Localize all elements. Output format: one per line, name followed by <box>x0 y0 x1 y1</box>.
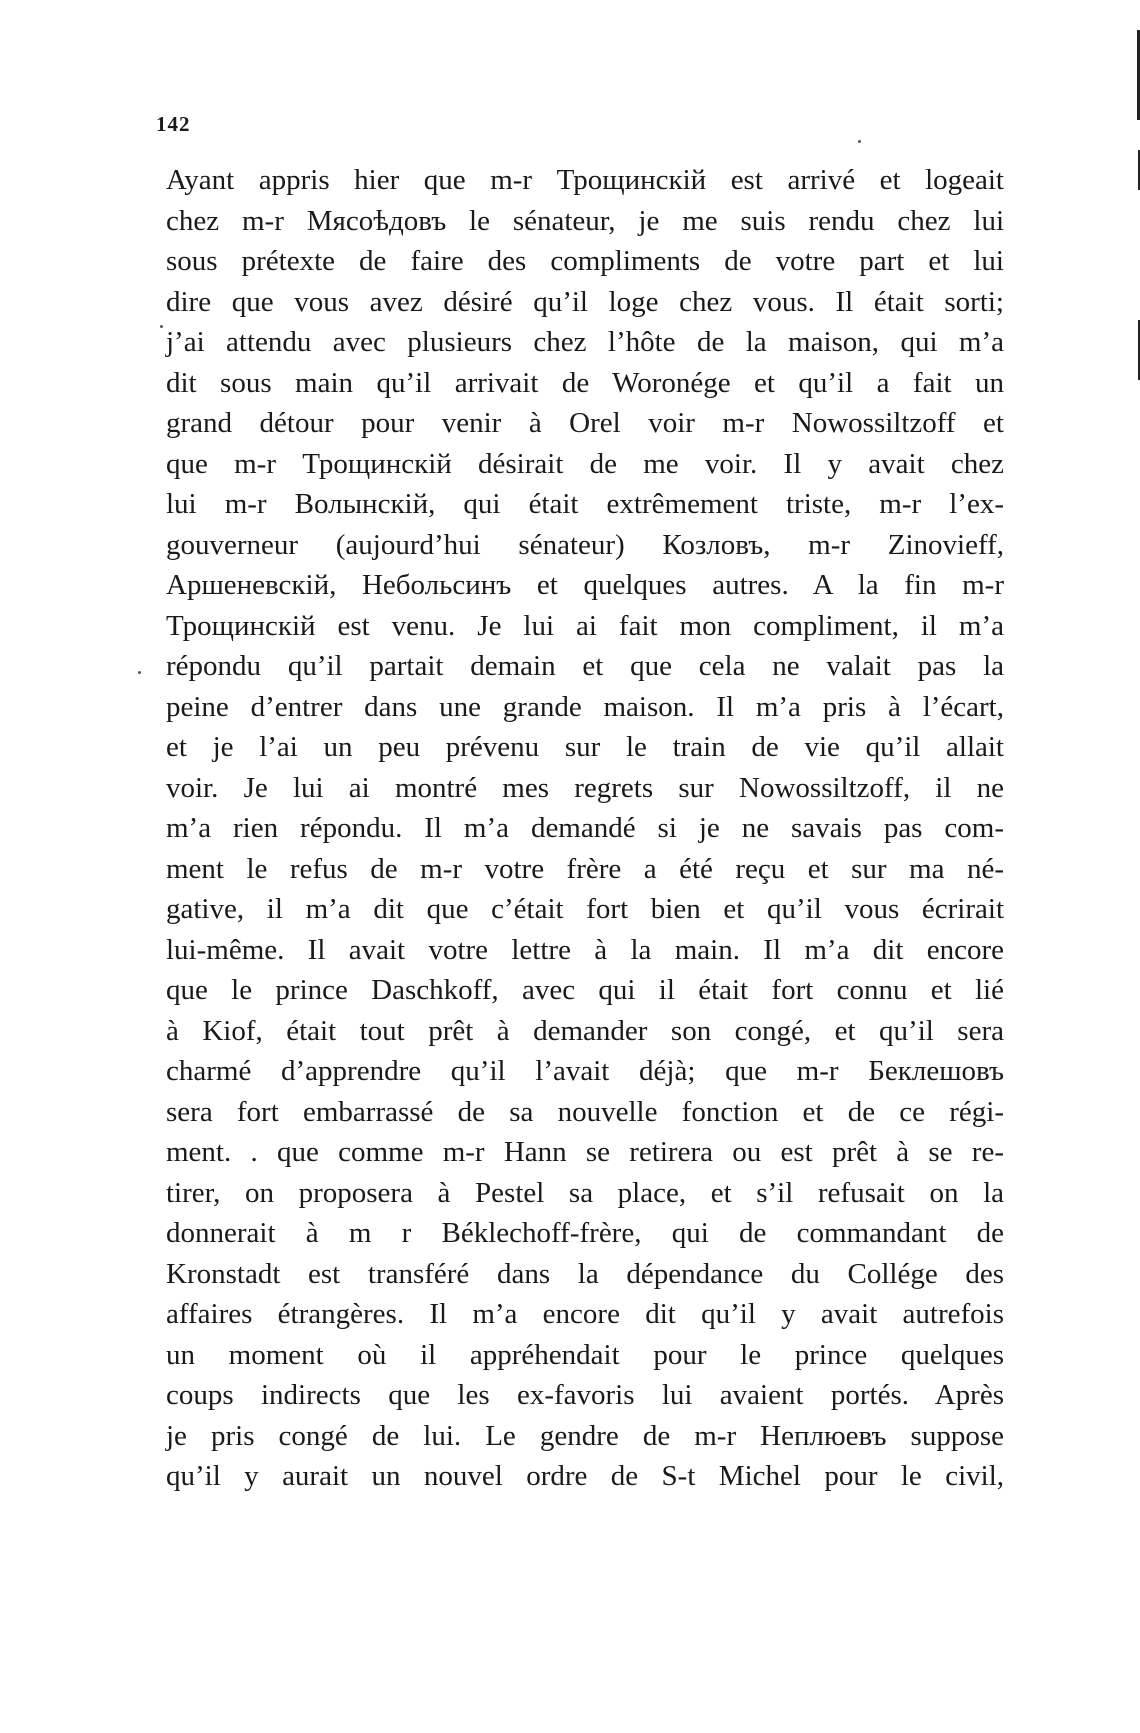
text-line: à Kiof, était tout prêt à demander son congé, et qu’il sera <box>166 1014 1004 1047</box>
body-text <box>166 160 1004 1497</box>
text-line: tirer, on proposera à Pestel sa place, et s’il refusait on la <box>166 1176 1004 1209</box>
text-line: que le prince Daschkoff, avec qui il était fort connu et lié <box>166 974 1004 1006</box>
text-line: Ayant appris hier que m-r Трощинскій est arrivé et logeait <box>166 164 1004 196</box>
text-line: Аршеневскій, Небольсинъ et quelques autres. A la fin m-r <box>166 569 1004 601</box>
text-line: j’ai attendu avec plusieurs chez l’hôte de la maison, qui m’a <box>166 326 1004 358</box>
page-number: 142 <box>156 112 191 136</box>
text-line: dit sous main qu’il arrivait de Woronége et qu’il a fait un <box>166 366 1004 399</box>
text-line: ment le refus de m-r votre frère a été reçu et sur ma né- <box>166 852 1004 885</box>
text-line: que m-r Трощинскій désirait de me voir. Il y avait chez <box>166 447 1004 480</box>
text-line: donnerait à m r Béklechoff-frère, qui de commandant de <box>166 1217 1004 1249</box>
text-line: gouverneur (aujourd’hui sénateur) Козловъ, m-r Zinovieff, <box>166 528 1004 561</box>
text-line: sous prétexte de faire des compliments de votre part et lui <box>166 245 1004 277</box>
text-line: affaires étrangères. Il m’a encore dit qu’il y avait autrefois <box>166 1298 1004 1330</box>
text-line: chez m-r Мясоѣдовъ le sénateur, je me suis rendu chez lui <box>166 204 1004 237</box>
text-line: qu’il y aurait un nouvel ordre de S-t Michel pour le civil, <box>166 1460 1004 1492</box>
text-line: voir. Je lui ai montré mes regrets sur Nowossiltzoff, il ne <box>166 771 1004 804</box>
text-line: Трощинскій est venu. Je lui ai fait mon compliment, il m’a <box>166 609 1004 642</box>
text-line: je pris congé de lui. Le gendre de m-r Неплюевъ suppose <box>166 1419 1004 1452</box>
text-line: et je l’ai un peu prévenu sur le train de vie qu’il allait <box>166 731 1004 763</box>
scan-speck <box>138 671 141 674</box>
text-line: m’a rien répondu. Il m’a demandé si je ne savais pas com- <box>166 812 1004 844</box>
text-line: gative, il m’a dit que c’était fort bien et qu’il vous écrirait <box>166 893 1004 925</box>
text-line: grand détour pour venir à Orel voir m-r Nowossiltzoff et <box>166 407 1004 439</box>
scan-speck <box>858 140 861 143</box>
text-line: répondu qu’il partait demain et que cela ne valait pas la <box>166 650 1004 682</box>
text-line: Kronstadt est transféré dans la dépendance du Collége des <box>166 1257 1004 1290</box>
scan-speck <box>160 325 163 328</box>
text-line: ment. . que comme m-r Hann se retirera ou est prêt à se re- <box>166 1136 1004 1168</box>
text-line: lui-même. Il avait votre lettre à la main. Il m’a dit encore <box>166 933 1004 966</box>
text-line: coups indirects que les ex-favoris lui avaient portés. Après <box>166 1379 1004 1411</box>
text-line: dire que vous avez désiré qu’il loge chez vous. Il était sorti; <box>166 285 1004 318</box>
text-line: charmé d’apprendre qu’il l’avait déjà; que m-r Беклешовъ <box>166 1055 1004 1087</box>
text-line: un moment où il appréhendait pour le prince quelques <box>166 1338 1004 1371</box>
text-line: sera fort embarrassé de sa nouvelle fonction et de ce régi- <box>166 1095 1004 1128</box>
text-line: peine d’entrer dans une grande maison. Il m’a pris à l’écart, <box>166 690 1004 723</box>
text-line: lui m-r Волынскій, qui était extrêmement triste, m-r l’ex- <box>166 488 1004 520</box>
